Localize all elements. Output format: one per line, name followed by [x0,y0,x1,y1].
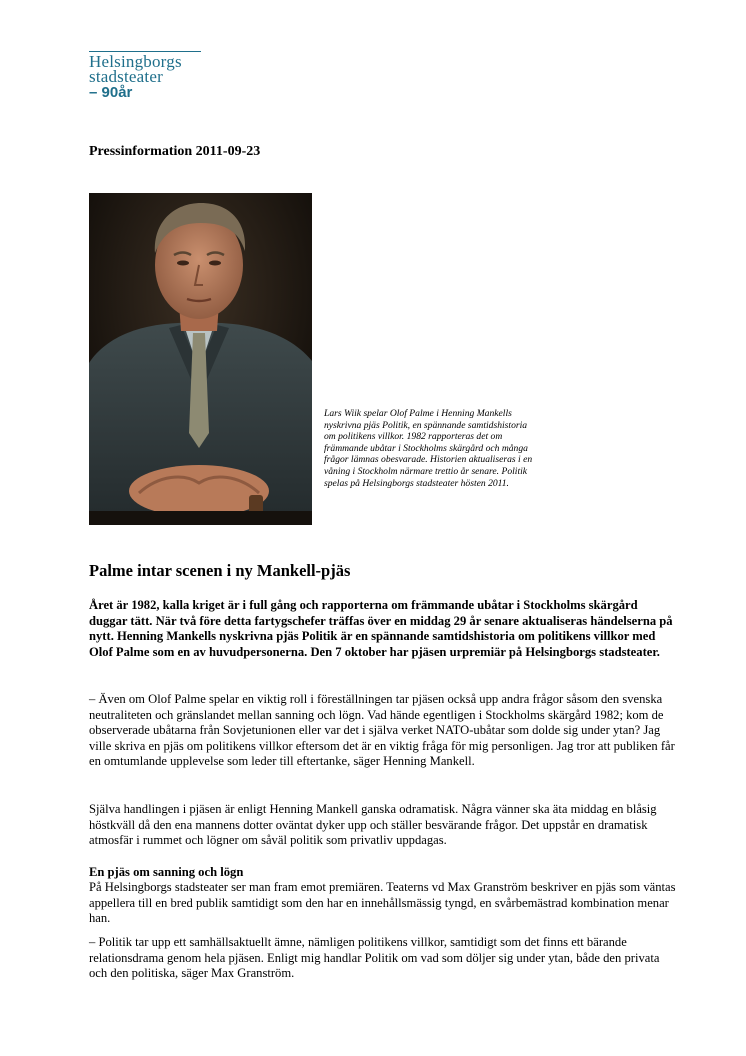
lead-paragraph: Året är 1982, kalla kriget är i full gång och rapporterna om främmande ubåtar i Stockholms skärgård duggar tätt. När två före detta fartygschefer träffas över en middag 29 år senare aktualiseras händelserna på nytt. Henning Mankells nyskrivna pjäs Politik är en spännande samtidshistoria om politikens villkor med Olof Palme som en av huvudpersonerna. Den 7 oktober har pjäsen urpremiär på Helsingborgs stadsteater. [89,598,673,659]
article-headline: Palme intar scenen i ny Mankell-pjäs [89,561,351,580]
body-paragraph-3: På Helsingborgs stadsteater ser man fram emot premiären. Teaterns vd Max Granström beskriver en pjäs som väntas appellera till en bred publik samtidigt som den har en innehållsmässig tyngd, en svårbemästrad kombination menar han. [89,880,676,926]
logo-line-2: stadsteater [89,67,163,86]
section-subheading: En pjäs om sanning och lögn [89,865,244,879]
photo-caption: Lars Wiik spelar Olof Palme i Henning Mankells nyskrivna pjäs Politik, en spännande samtidshistoria om politikens villkor. 1982 rapporteras det om främmande ubåtar i Stockholms skärgård och många frågor lämnas obesvarade. Historien aktualiseras i en våning i Stockholm närmare trettio år senare. Politik spelas på Helsingborgs stadsteater hösten 2011. [324,408,533,489]
body-paragraph-1: – Även om Olof Palme spelar en viktig roll i föreställningen tar pjäsen också upp andra frågor såsom den svenska neutraliteten och gränslandet mellan sanning och lögn. Vad hände egentligen i Stockholms skärgård 1982; kom de observerade ubåtarna från Sovjetunionen eller var det i själva verket NATO-ubåtar som dolde sig under ytan? Jag ville skriva en pjäs om politikens villkor eftersom det är en viktig fråga för mig personligen. Jag tror att publiken får en omtumlande upplevelse som leder till eftertanke, säger Henning Mankell. [89,692,675,769]
logo-anniversary: – 90år [89,84,133,101]
actor-photo [89,193,312,525]
body-paragraph-2: Själva handlingen i pjäsen är enligt Henning Mankell ganska odramatisk. Några vänner ska äta middag en blåsig höstkväll då den ena mannens dotter oväntat dyker upp och ställer besvärande frågor. Det uppstår en dramatisk atmosfär i rummet och lögner om såväl politik som privatliv uppdagas. [89,802,657,848]
logo-line-1: Helsingborgs [89,52,182,71]
theatre-logo [89,51,201,101]
press-date: Pressinformation 2011-09-23 [89,144,261,159]
body-paragraph-4: – Politik tar upp ett samhällsaktuellt ämne, nämligen politikens villkor, samtidigt som det finns ett bärande relationsdrama genom hela pjäsen. Enligt mig handlar Politik om vad som döljer sig under ytan, både den privata och den politiska, säger Max Granström. [89,935,660,981]
